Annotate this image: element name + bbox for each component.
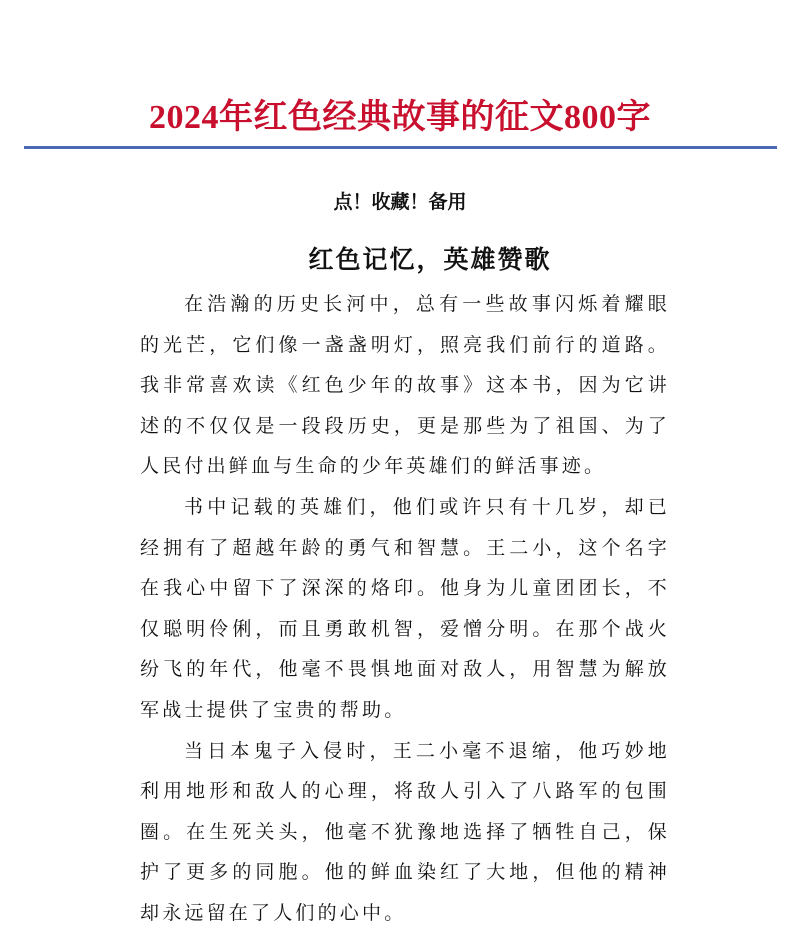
paragraph-1: 在浩瀚的历史长河中，总有一些故事闪烁着耀眼的光芒，它们像一盏盏明灯，照亮我们前行的道路。我非常喜欢读《红色少年的故事》这本书，因为它讲述的不仅仅是一段段历史，更是那些为了祖国、为了人民付出鲜血与生命的少年英雄们的鲜活事迹。 <box>140 293 670 478</box>
title-divider <box>24 146 777 149</box>
article-heading: 红色记忆，英雄赞歌 <box>308 245 552 274</box>
subtitle: 点！收藏！备用 <box>333 191 467 213</box>
page-title: 2024年红色经典故事的征文800字 <box>149 99 651 136</box>
paragraph-2: 书中记载的英雄们，他们或许只有十几岁，却已经拥有了超越年龄的勇气和智慧。王二小，这个名字在我心中留下了深深的烙印。他身为儿童团团长，不仅聪明伶俐，而且勇敢机智，爱憎分明。在那个战火纷飞的年代，他毫不畏惧地面对敌人，用智慧为解放军战士提供了宝贵的帮助。 <box>140 495 670 721</box>
article-body <box>140 284 670 934</box>
paragraph-3: 当日本鬼子入侵时，王二小毫不退缩，他巧妙地利用地形和敌人的心理，将敌人引入了八路军的包围圈。在生死关头，他毫不犹豫地选择了牺牲自己，保护了更多的同胞。他的鲜血染红了大地，但他的精神却永远留在了人们的心中。 <box>140 739 670 924</box>
